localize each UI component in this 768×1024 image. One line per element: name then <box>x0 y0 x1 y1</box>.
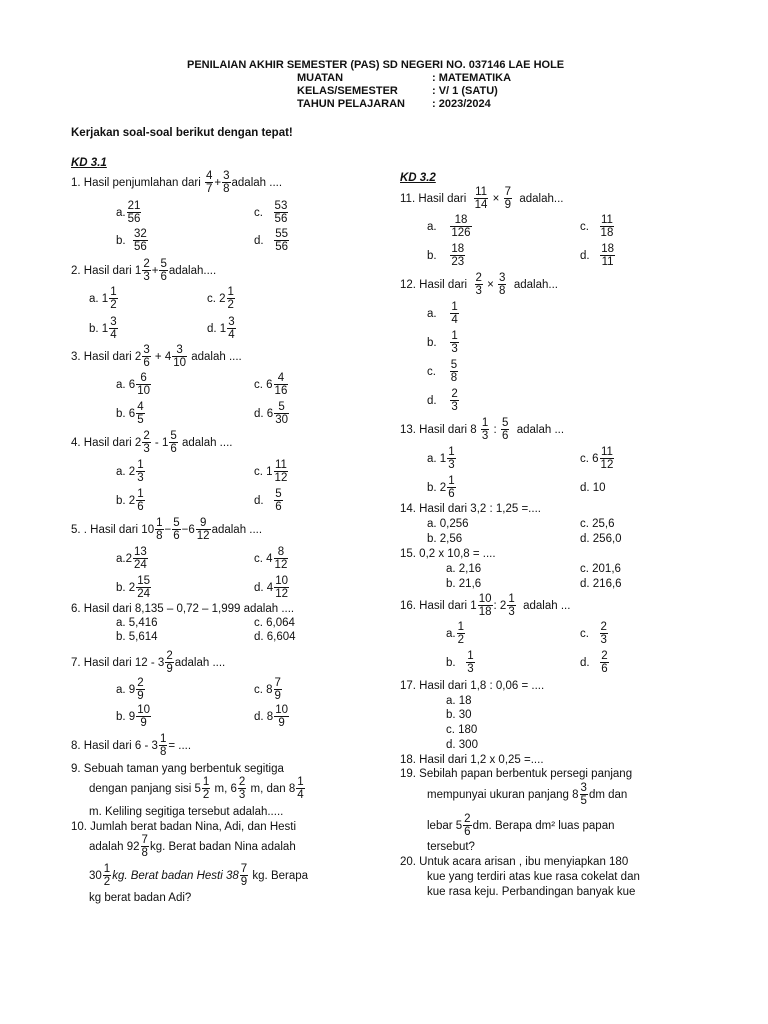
question-10-line-2: adalah 92 $\frac{7}{8}$ kg. Berat badan Nina adalah <box>89 834 296 859</box>
header-title: PENILAIAN AKHIR SEMESTER (PAS) SD NEGERI NO. 037146 LAE HOLE <box>187 59 565 71</box>
q7-option-b: b. 9 $\frac{10}{9}$ <box>116 704 150 729</box>
q6-option-d: d. 6,604 <box>254 631 296 643</box>
q6-option-c: c. 6,064 <box>254 617 295 629</box>
question-7: 7. Hasil dari 12 - 3 $\frac{2}{9}$ adalah .... <box>71 650 226 675</box>
question-19-line-4: tersebut? <box>427 841 475 853</box>
question-19-line-2: mempunyai ukuran panjang 8 $\frac{3}{5}$ dm dan <box>427 782 628 807</box>
q11-option-b: b. $\frac{18}{23}$ <box>427 243 465 268</box>
question-14: 14. Hasil dari 3,2 : 1,25 =.... <box>400 503 541 515</box>
q12-option-c: c. $\frac{5}{8}$ <box>427 359 458 384</box>
header-value-kelas: : V/ 1 (SATU) <box>432 85 498 97</box>
question-19-line-1: 19. Sebilah papan berbentuk persegi panjang <box>400 768 633 780</box>
q12-option-b: b. $\frac{1}{3}$ <box>427 330 458 355</box>
q2-option-d: d. 1 $\frac{3}{4}$ <box>207 316 235 341</box>
question-17: 17. Hasil dari 1,8 : 0,06 = .... <box>400 680 545 692</box>
q14-option-b: b. 2,56 <box>427 533 463 545</box>
q4-option-c: c. 1 $\frac{11}{12}$ <box>254 459 288 484</box>
question-10-line-1: 10. Jumlah berat badan Nina, Adi, dan Hesti <box>71 821 297 833</box>
q6-option-b: b. 5,614 <box>116 631 158 643</box>
question-9-line-2: dengan panjang sisi 5 $\frac{1}{2}$ m, 6 $\frac{2}{3}$ m, dan 8 $\frac{1}{4}$ <box>89 776 304 801</box>
q13-option-b: b. 2 $\frac{1}{6}$ <box>427 475 455 500</box>
question-13: 13. Hasil dari 8 $\frac{1}{3}$ : $\frac{5}{6}$ adalah ... <box>400 417 565 442</box>
q2-option-a: a. 1 $\frac{1}{2}$ <box>89 286 117 311</box>
header-value-muatan: : MATEMATIKA <box>432 72 512 84</box>
header-label-kelas: KELAS/SEMESTER <box>297 85 398 97</box>
question-18: 18. Hasil dari 1,2 x 0,25 =.... <box>400 754 544 766</box>
q15-option-a: a. 2,16 <box>446 563 482 575</box>
instruction: Kerjakan soal-soal berikut dengan tepat! <box>71 127 293 139</box>
question-9-line-1: 9. Sebuah taman yang berbentuk segitiga <box>71 763 284 775</box>
header-value-tahun: : 2023/2024 <box>432 98 491 110</box>
q11-option-d: d. $\frac{18}{11}$ <box>580 243 614 268</box>
q17-option-a: a. 18 <box>446 695 472 707</box>
q15-option-c: c. 201,6 <box>580 563 621 575</box>
q16-option-c: c. $\frac{2}{3}$ <box>580 621 607 646</box>
q17-option-c: c. 180 <box>446 724 478 736</box>
q14-option-c: c. 25,6 <box>580 518 615 530</box>
question-9-line-3: m. Keliling segitiga tersebut adalah..... <box>89 806 284 818</box>
q12-option-a: a. $\frac{1}{4}$ <box>427 301 458 326</box>
q1-option-a: a. $\frac{21}{56}$ <box>116 200 141 225</box>
question-2: 2. Hasil dari 1 $\frac{2}{3}$ + $\frac{5}{6}$ adalah.... <box>71 258 217 283</box>
question-4: 4. Hasil dari 2 $\frac{2}{3}$ - 1 $\frac{5}{6}$ adalah .... <box>71 430 233 455</box>
q3-option-b: b. 6 $\frac{4}{5}$ <box>116 401 144 426</box>
question-11: 11. Hasil dari $\frac{11}{14}$ × $\frac{7}{9}$ adalah... <box>400 186 564 211</box>
q11-option-c: c. $\frac{11}{18}$ <box>580 214 614 239</box>
q6-option-a: a. 5,416 <box>116 617 158 629</box>
q1-option-c: c. $\frac{53}{56}$ <box>254 200 288 225</box>
q4-option-b: b. 2 $\frac{1}{6}$ <box>116 488 144 513</box>
q13-option-d: d. 10 <box>580 482 606 494</box>
q14-option-a: a. 0,256 <box>427 518 469 530</box>
question-20-line-1: 20. Untuk acara arisan , ibu menyiapkan 180 <box>400 856 629 868</box>
fraction: $\frac{3}{8}$ <box>223 170 230 195</box>
question-15: 15. 0,2 x 10,8 = .... <box>400 548 496 560</box>
header-label-muatan: MUATAN <box>297 72 344 84</box>
q16-option-b: b. $\frac{1}{3}$ <box>446 650 474 675</box>
q5-option-a: a.2 $\frac{13}{24}$ <box>116 546 147 571</box>
q4-option-a: a. 2 $\frac{1}{3}$ <box>116 459 144 484</box>
q7-option-c: c. 8 $\frac{7}{9}$ <box>254 677 281 702</box>
kd-3-1-heading: KD 3.1 <box>71 157 107 169</box>
q5-option-b: b. 2 $\frac{15}{24}$ <box>116 575 150 600</box>
q16-option-d: d. $\frac{2}{6}$ <box>580 650 608 675</box>
q7-option-a: a. 9 $\frac{2}{9}$ <box>116 677 144 702</box>
q16-option-a: a. $\frac{1}{2}$ <box>446 621 464 646</box>
q17-option-d: d. 300 <box>446 739 478 751</box>
q3-option-c: c. 6 $\frac{4}{16}$ <box>254 372 288 397</box>
q1-option-b: b. $\frac{32}{56}$ <box>116 228 147 253</box>
q7-option-d: d. 8 $\frac{10}{9}$ <box>254 704 288 729</box>
q3-option-d: d. 6 $\frac{5}{30}$ <box>254 401 288 426</box>
question-12: 12. Hasil dari $\frac{2}{3}$ × $\frac{3}{8}$ adalah... <box>400 272 558 297</box>
q17-option-b: b. 30 <box>446 709 472 721</box>
question-16: 16. Hasil dari 1 $\frac{10}{18}$ : 2 $\frac{1}{3}$ adalah ... <box>400 593 571 618</box>
q3-option-a: a. 6 $\frac{6}{10}$ <box>116 372 150 397</box>
question-20-line-3: kue rasa keju. Perbandingan banyak kue <box>427 886 636 898</box>
header-label-tahun: TAHUN PELAJARAN <box>297 98 405 110</box>
question-20-line-2: kue yang terdiri atas kue rasa cokelat dan <box>427 871 640 883</box>
fraction: $\frac{4}{7}$ <box>205 170 213 195</box>
kd-3-2-heading: KD 3.2 <box>400 172 436 184</box>
q5-option-d: d. 4 $\frac{10}{12}$ <box>254 575 288 600</box>
question-8: 8. Hasil dari 6 - 3 $\frac{1}{8}$ = .... <box>71 733 192 758</box>
q4-option-d: d. $\frac{5}{6}$ <box>254 488 282 513</box>
question-10-line-4: kg berat badan Adi? <box>89 892 192 904</box>
q2-option-b: b. 1 $\frac{3}{4}$ <box>89 316 117 341</box>
q11-option-a: a. $\frac{18}{126}$ <box>427 214 471 239</box>
question-3: 3. Hasil dari 2 $\frac{3}{6}$ + 4 $\frac{3}{10}$ adalah .... <box>71 344 242 369</box>
q5-option-c: c. 4 $\frac{8}{12}$ <box>254 546 288 571</box>
q15-option-b: b. 21,6 <box>446 578 482 590</box>
q12-option-d: d. $\frac{2}{3}$ <box>427 388 458 413</box>
question-6: 6. Hasil dari 8,135 – 0,72 – 1,999 adalah .... <box>71 603 295 615</box>
q13-option-c: c. 6 $\frac{11}{12}$ <box>580 446 614 471</box>
q13-option-a: a. 1 $\frac{1}{3}$ <box>427 446 455 471</box>
q1-option-d: d. $\frac{55}{56}$ <box>254 228 288 253</box>
question-10-line-3: 30 $\frac{1}{2}$ kg. Berat badan Hesti 38 $\frac{7}{9}$ kg. Berapa <box>89 863 309 888</box>
q15-option-d: d. 216,6 <box>580 578 622 590</box>
question-19-line-3: lebar 5 $\frac{2}{6}$ dm. Berapa dm² luas papan <box>427 813 615 838</box>
question-5: 5. . Hasil dari 10 $\frac{1}{8}$ − $\frac{5}{6}$ −6 $\frac{9}{12}$ adalah .... <box>71 517 263 542</box>
question-1: 1. Hasil penjumlahan dari $\frac{4}{7}$ + $\frac{3}{8}$ adalah .... <box>71 170 283 195</box>
q2-option-c: c. 2 $\frac{1}{2}$ <box>207 286 234 311</box>
q14-option-d: d. 256,0 <box>580 533 622 545</box>
